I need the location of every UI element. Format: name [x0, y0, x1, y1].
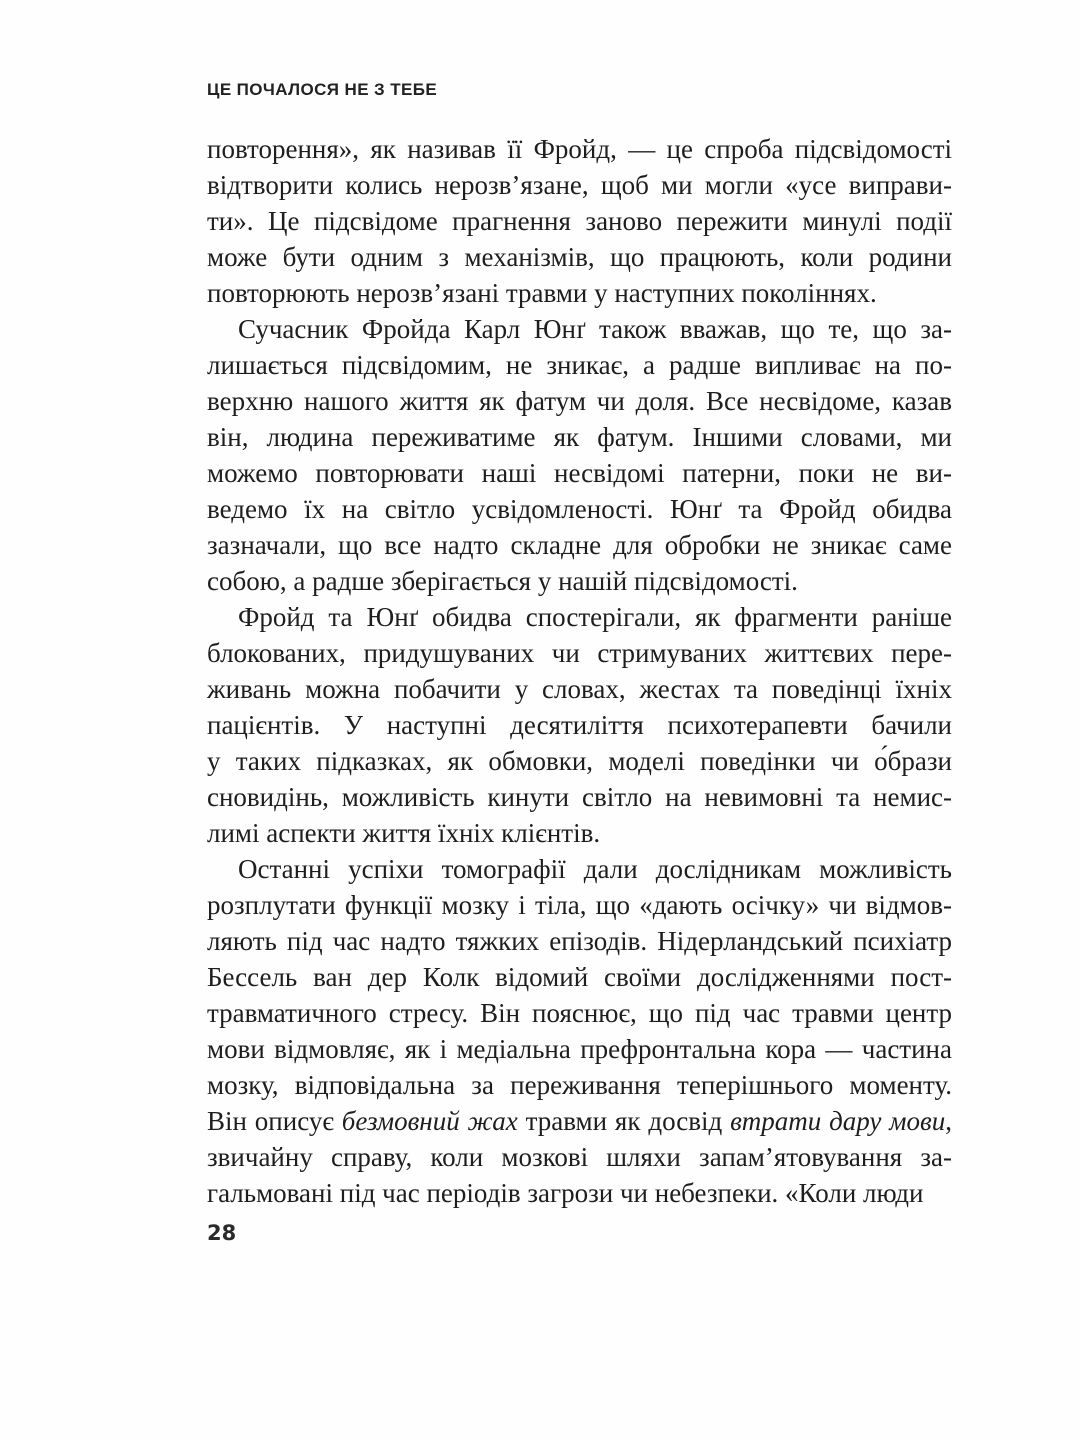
text-line: у таких підказках, як обмовки, моделі поведінки чи о́брази	[207, 746, 952, 776]
text-line: Останні успіхи томографії дали дослідникам можливість	[238, 854, 952, 884]
text-line: ведемо їх на світло усвідомленості. Юнґ та Фройд обидва	[207, 494, 952, 524]
text-line: мови відмовляє, як і медіальна префронтальна кора — частина	[207, 1034, 952, 1064]
paragraph	[207, 851, 952, 1211]
text-line: травматичного стресу. Він пояснює, що під час травми центр	[207, 998, 952, 1028]
text-line: собою, а радше зберігається у нашій підсвідомості.	[207, 566, 798, 596]
text-line: розплутати функції мозку і тіла, що «дають осічку» чи відмов-	[207, 890, 952, 920]
text-line: живань можна побачити у словах, жестах та поведінці їхніх	[207, 674, 952, 704]
italic-phrase: безмовний жах	[341, 1106, 518, 1136]
text-line: лимі аспекти життя їхніх клієнтів.	[207, 818, 601, 848]
text-line: блокованих, придушуваних чи стримуваних життєвих пере-	[207, 638, 952, 668]
paragraph	[207, 311, 952, 599]
page-number: 28	[207, 1221, 237, 1245]
text-line: ляють під час надто тяжких епізодів. Нідерландський психіатр	[207, 926, 952, 956]
text-line: Бессель ван дер Колк відомий своїми дослідженнями пост-	[207, 962, 952, 992]
text-segment: Він описує	[207, 1106, 342, 1136]
italic-phrase: втрати дару мови	[730, 1106, 946, 1136]
paragraph	[207, 131, 952, 311]
text-line: повторення», як називав її Фройд, — це спроба підсвідомості	[207, 134, 952, 164]
text-line: ти». Це підсвідоме прагнення заново пережити минулі події	[207, 206, 952, 236]
text-line: сновидінь, можливість кинути світло на невимовні та немис-	[207, 782, 952, 812]
text-line: мозку, відповідальна за переживання теперішнього моменту.	[207, 1070, 952, 1100]
paragraph	[207, 599, 952, 851]
running-head: ЦЕ ПОЧАЛОСЯ НЕ З ТЕБЕ	[207, 80, 438, 99]
text-line: зазначали, що все надто складне для обробки не зникає саме	[207, 530, 952, 560]
text-line: може бути одним з механізмів, що працюють, коли родини	[207, 242, 952, 272]
text-line: пацієнтів. У наступні десятиліття психотерапевти бачили	[207, 710, 952, 740]
text-line: можемо повторювати наші несвідомі патерни, поки не ви-	[207, 458, 952, 488]
text-line: повторюють нерозв’язані травми у наступних поколіннях.	[207, 278, 877, 308]
text-line: гальмовані під час періодів загрози чи небезпеки. «Коли люди	[207, 1178, 924, 1208]
text-segment: травми як досвід	[517, 1106, 731, 1136]
text-line: відтворити колись нерозв’язане, щоб ми могли «усе виправи-	[207, 170, 952, 200]
text-line: Фройд та Юнґ обидва спостерігали, як фрагменти раніше	[238, 602, 952, 632]
text-line: лишається підсвідомим, не зникає, а радше випливає на по-	[207, 350, 952, 380]
text-line	[207, 1103, 952, 1139]
text-line: звичайну справу, коли мозкові шляхи запам’ятовування за-	[207, 1142, 952, 1172]
text-line: верхню нашого життя як фатум чи доля. Все несвідоме, казав	[207, 386, 952, 416]
text-line: він, людина переживатиме як фатум. Іншими словами, ми	[207, 422, 952, 452]
text-line: Сучасник Фройда Карл Юнґ також вважав, що те, що за-	[238, 314, 952, 344]
text-segment: ,	[945, 1106, 952, 1136]
body-text	[207, 131, 952, 1211]
